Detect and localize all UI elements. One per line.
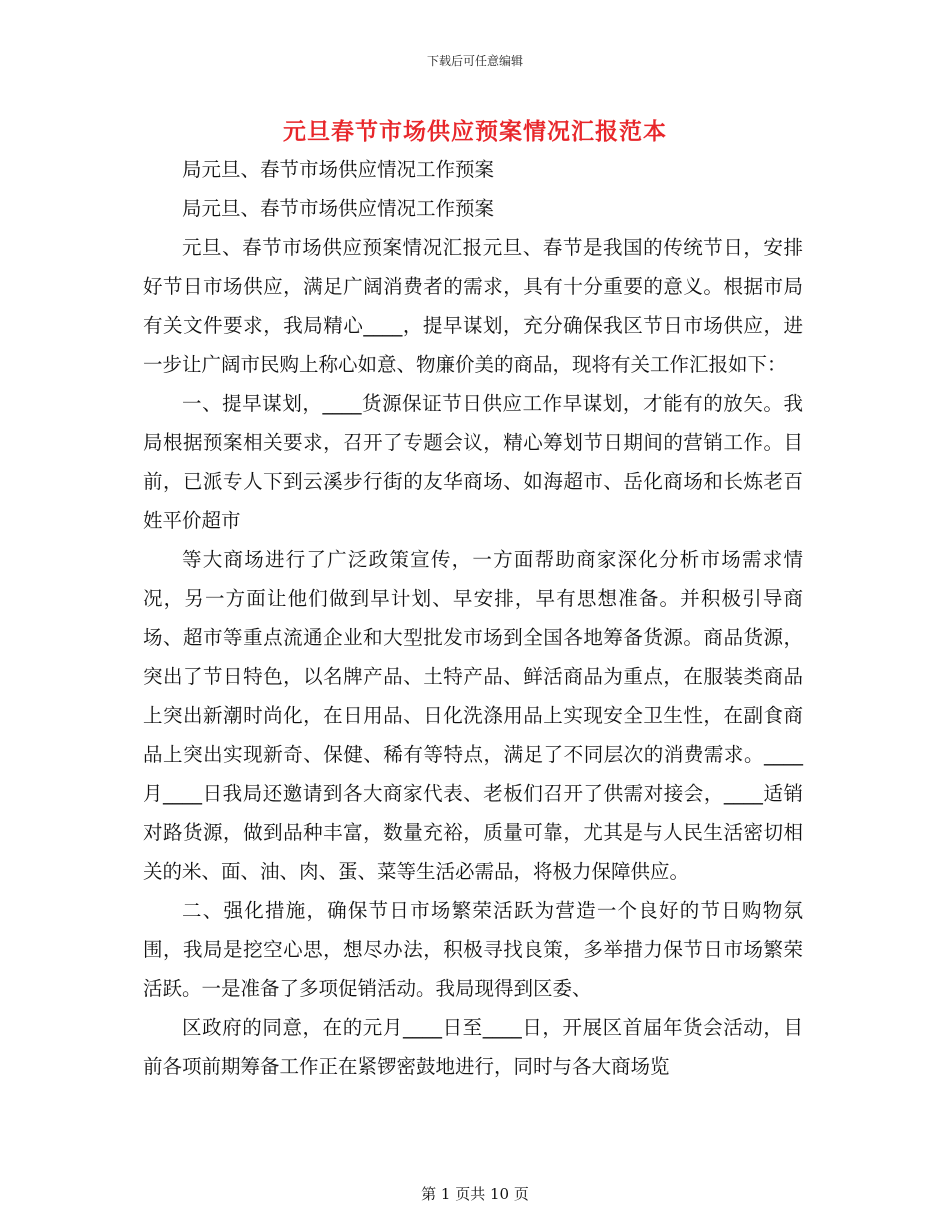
paragraph: 等大商场进行了广泛政策宣传，一方面帮助商家深化分析市场需求情况，另一方面让他们做到早计划、早安排，早有思想准备。并积极引导商场、超市等重点流通企业和大型批发市场到全国各地筹备货源。商品货源，突出了节日特色，以名牌产品、土特产品、鲜活商品为重点，在服装类商品上突出新潮时尚化，在日用品、日化洗涤用品上实现安全卫生性，在副食商品上突出实现新奇、保健、稀有等特点，满足了不同层次的消费需求。____月____日我局还邀请到各大商家代表、老板们召开了供需对接会，____适销对路货源，做到品种丰富，数量充裕，质量可靠，尤其是与人民生活密切相关的米、面、油、肉、蛋、菜等生活必需品，将极力保障供应。 <box>143 548 803 883</box>
paragraph: 局元旦、春节市场供应情况工作预案 <box>182 197 495 220</box>
paragraph: 元旦、春节市场供应预案情况汇报元旦、春节是我国的传统节日，安排好节日市场供应，满足广阔消费者的需求，具有十分重要的意义。根据市局有关文件要求，我局精心____，提早谋划，充分确保我区节日市场供应，进一步让广阔市民购上称心如意、物廉价美的商品，现将有关工作汇报如下： <box>143 236 803 376</box>
header-note: 下载后可任意编辑 <box>426 54 523 68</box>
document-body <box>143 150 803 1086</box>
page-footer: 第 1 页共 10 页 <box>421 1185 529 1203</box>
paragraph: 区政府的同意，在的元月____日至____日，开展区首届年货会活动，目前各项前期筹备工作正在紧锣密鼓地进行，同时与各大商场览 <box>143 1016 803 1078</box>
paragraph: 二、强化措施，确保节日市场繁荣活跃为营造一个良好的节日购物氛围，我局是挖空心思，想尽办法，积极寻找良策，多举措力保节日市场繁荣活跃。一是准备了多项促销活动。我局现得到区委、 <box>143 899 803 1000</box>
document-title: 元旦春节市场供应预案情况汇报范本 <box>283 118 667 145</box>
paragraph: 局元旦、春节市场供应情况工作预案 <box>182 158 495 181</box>
paragraph: 一、提早谋划，____货源保证节日供应工作早谋划，才能有的放矢。我局根据预案相关要求，召开了专题会议，精心筹划节日期间的营销工作。目前，已派专人下到云溪步行街的友华商场、如海超市、岳化商场和长炼老百姓平价超市 <box>143 392 803 532</box>
